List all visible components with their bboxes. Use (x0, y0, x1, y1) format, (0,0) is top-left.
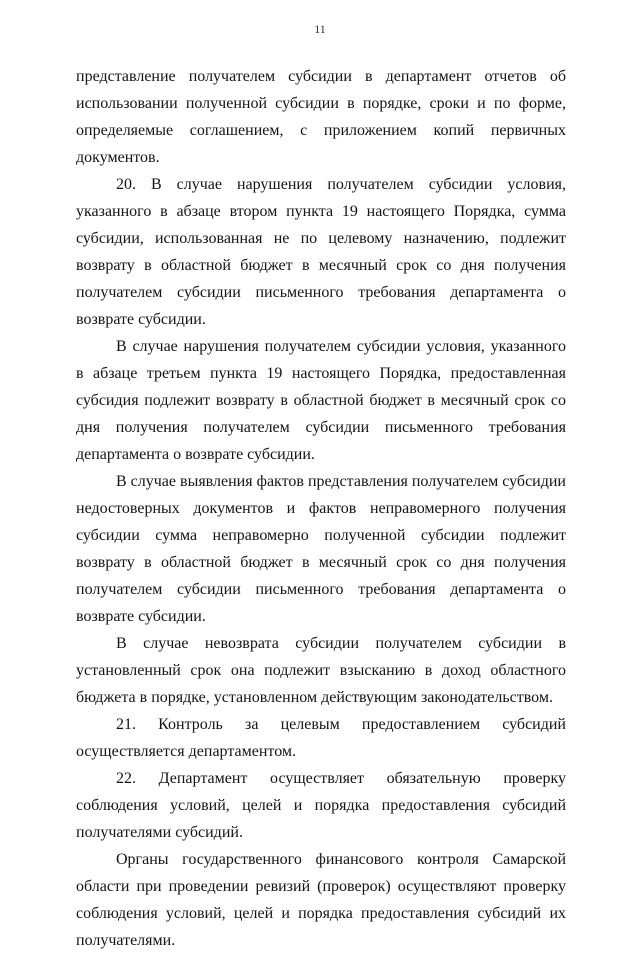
paragraph-item-20: 20. В случае нарушения получателем субсидии условия, указанного в абзаце втором пункта 19 настоящего Порядка, сумма субсидии, использованная не по целевому назначению, подлежит возврату в областной бюджет в месячный срок со дня получения получателем субсидии письменного требования департамента о возврате субсидии. (76, 176, 566, 328)
paragraph-false-documents: В случае выявления фактов представления получателем субсидии недостоверных документов и фактов неправомерного получения субсидии сумма неправомерно полученной субсидии подлежит возврату в областной бюджет в месячный срок со дня получения получателем субсидии письменного требования департамента о возврате субсидии. (76, 473, 566, 625)
paragraph-continuation: представление получателем субсидии в департамент отчетов об использовании полученной субсидии в порядке, сроки и по форме, определяемые соглашением, с приложением копий первичных документов. (76, 68, 566, 166)
paragraph-item-22: 22. Департамент осуществляет обязательную проверку соблюдения условий, целей и порядка предоставления субсидий получателями субсидий. (76, 770, 566, 841)
document-body (76, 63, 566, 954)
page-number: 11 (314, 22, 326, 36)
paragraph-item-21: 21. Контроль за целевым предоставлением субсидий осуществляется департаментом. (76, 716, 566, 760)
paragraph-non-return: В случае невозврата субсидии получателем субсидии в установленный срок она подлежит взысканию в доход областного бюджета в порядке, установленном действующим законодательством. (76, 635, 566, 706)
paragraph-refund-third-clause: В случае нарушения получателем субсидии условия, указанного в абзаце третьем пункта 19 настоящего Порядка, предоставленная субсидия подлежит возврату в областной бюджет в месячный срок со дня получения получателем субсидии письменного требования департамента о возврате субсидии. (76, 338, 566, 463)
paragraph-financial-control: Органы государственного финансового контроля Самарской области при проведении ревизий (проверок) осуществляют проверку соблюдения условий, целей и порядка предоставления субсидий их получателями. (76, 851, 566, 949)
